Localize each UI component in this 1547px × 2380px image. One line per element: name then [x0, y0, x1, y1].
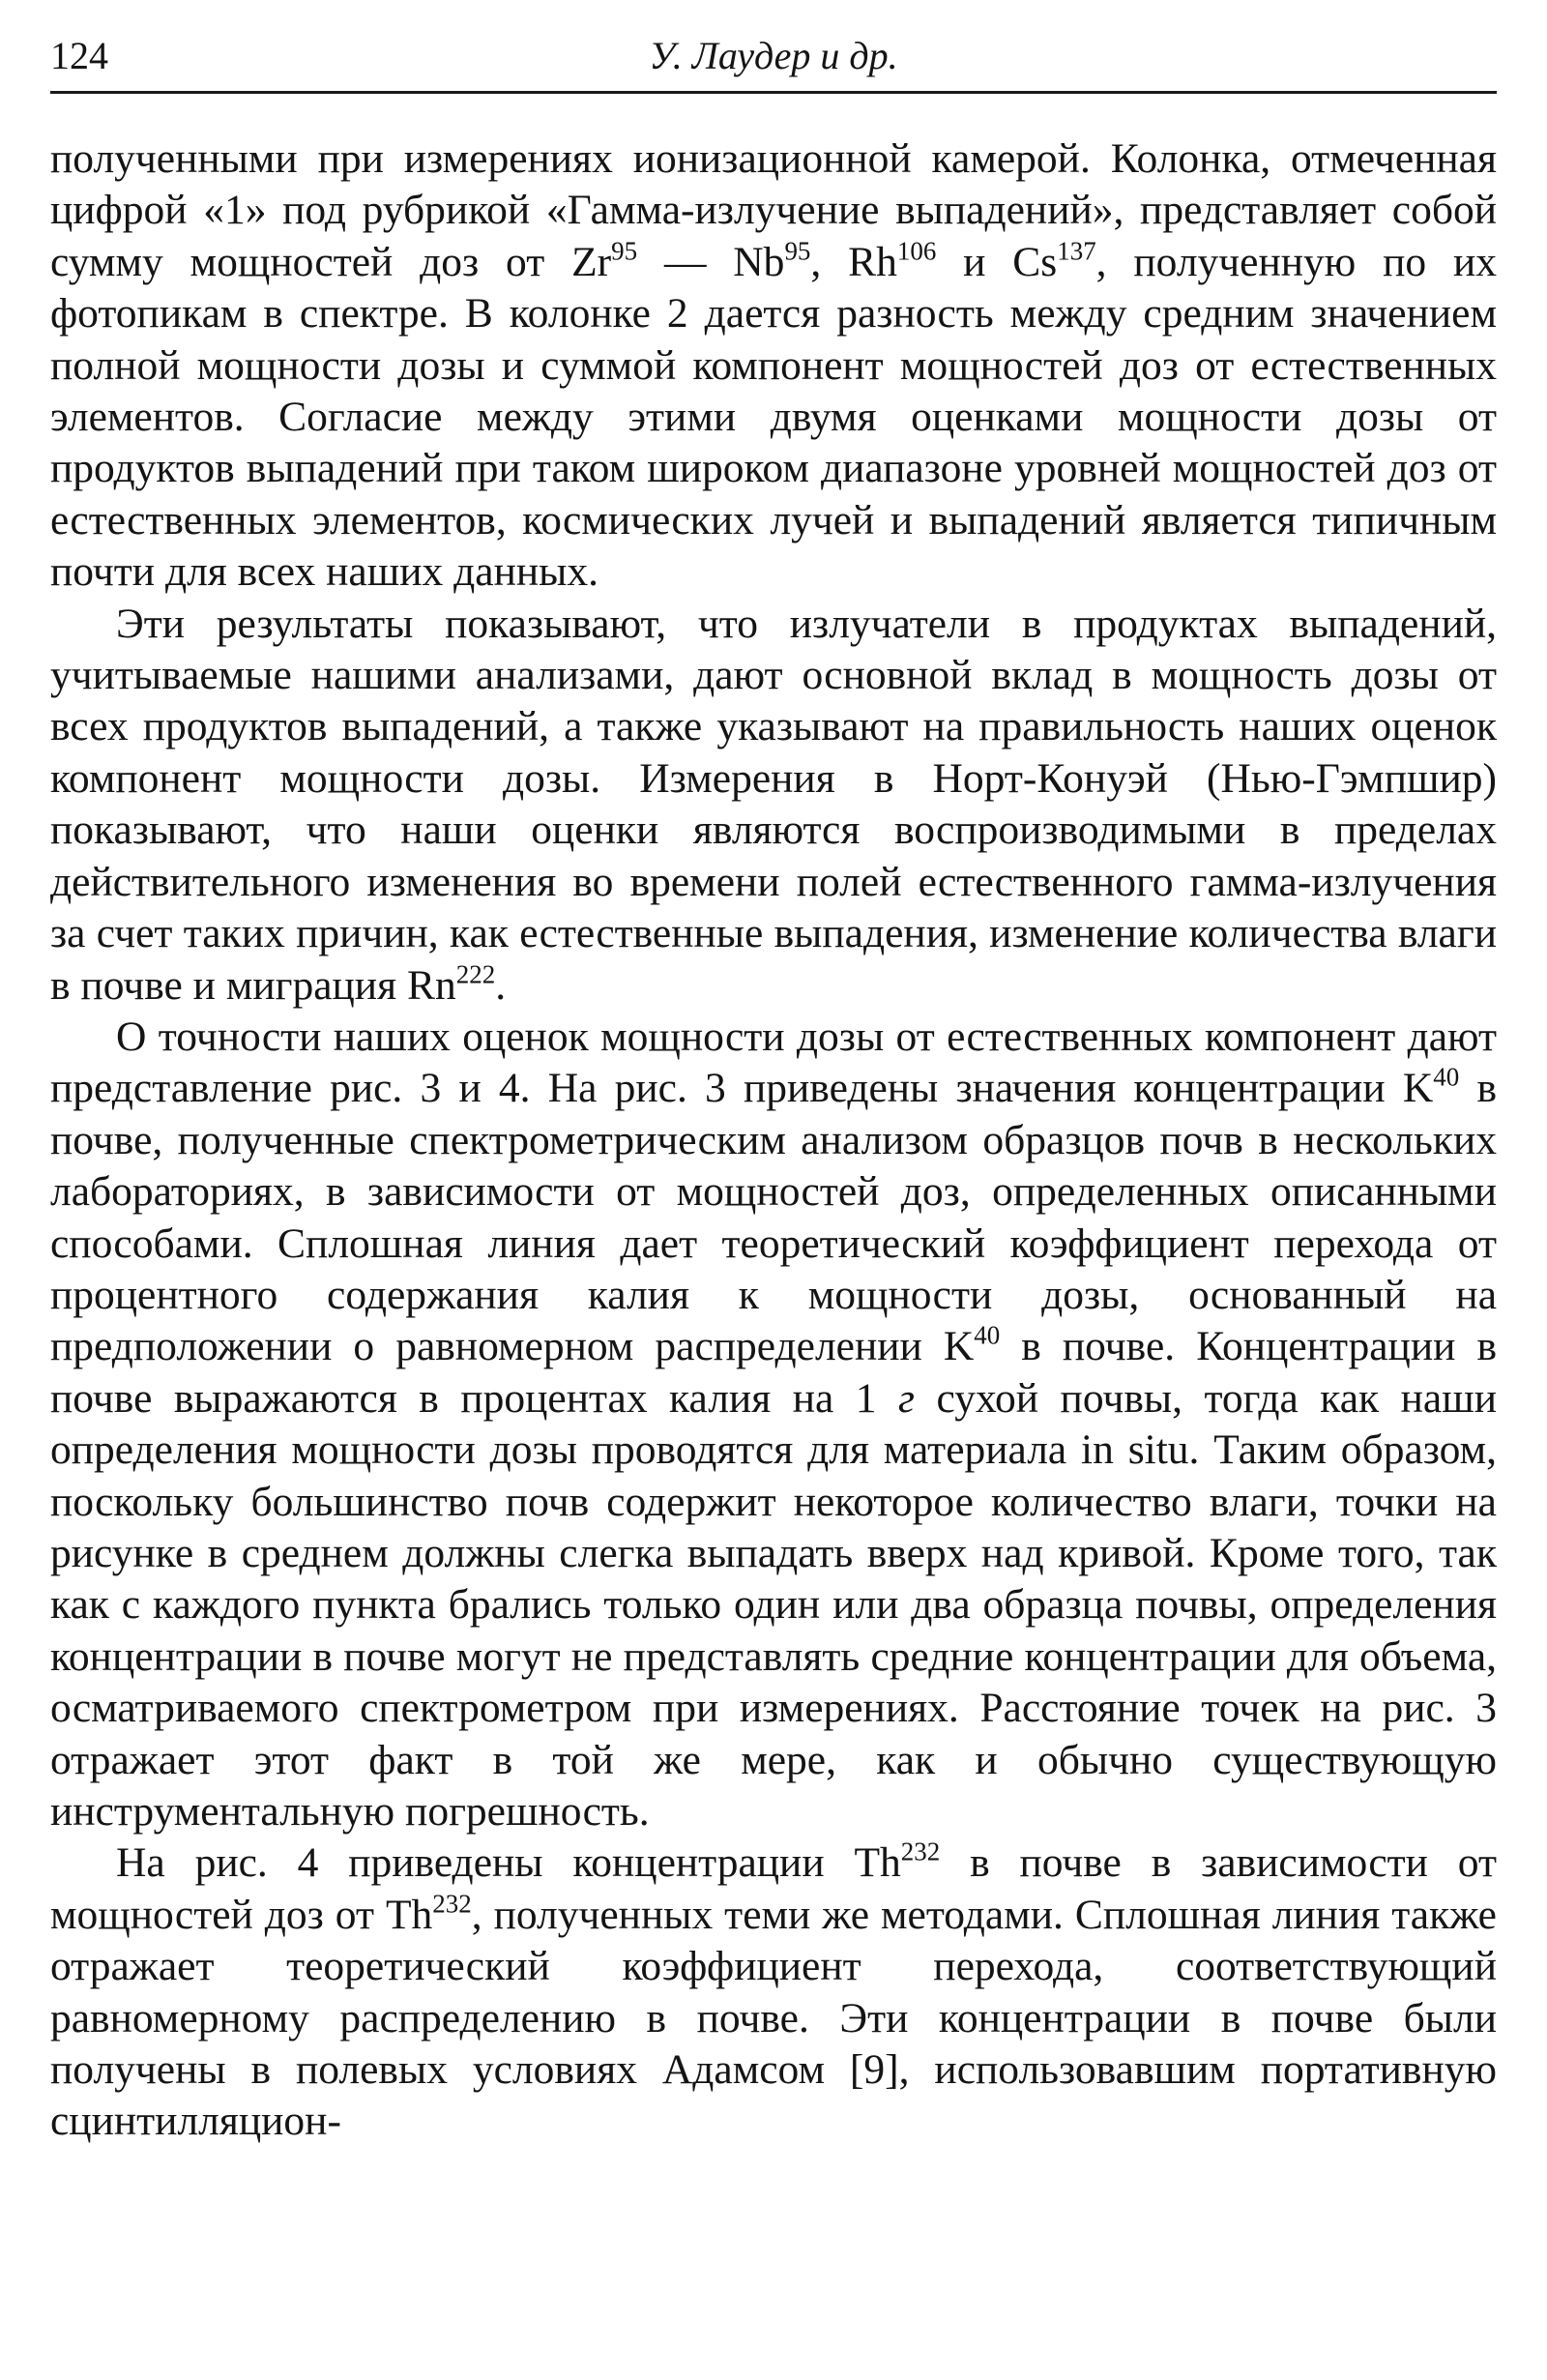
superscript: 40	[974, 1320, 1001, 1350]
text-run: в почве, полученные спектрометрическим анализом образцов почв в нескольких лабораториях, в зависимости от мощностей доз, определенных описанными способами. Сплошная линия дает теоретический коэффициент перехода от процентного содержания калия к мощности дозы, основанный на предположении о равномерном распределении K	[50, 1065, 1497, 1370]
superscript: 137	[1057, 236, 1096, 266]
text-run: — Nb	[637, 238, 785, 285]
superscript: 222	[455, 958, 496, 988]
running-title: У. Лаудер и др.	[649, 34, 898, 77]
superscript: 95	[784, 236, 811, 266]
superscript: 232	[432, 1889, 472, 1919]
paragraph	[50, 1837, 1497, 2147]
text-run: сухой почвы, тогда как наши определения мощности дозы проводятся для материала in situ. Таким образом, поскольку большинство почв содержит некоторое количество влаги, точки на рисунке в среднем должны слегка выпадать вверх над кривой. Кроме того, так как с каждого пункта брались только один или два образца почвы, определения концентрации в почве могут не представлять средние концентрации для объема, осматриваемого спектрометром при измерениях. Расстояние точек на рис. 3 отражает этот факт в той же мере, как и обычно существующую инструментальную погрешность.	[50, 1374, 1498, 1835]
text-run: полученными при измерениях ионизационной камерой. Колонка, отмеченная цифрой «1» под рубрикой «Гамма-излучение выпадений», представляет собой сумму мощностей доз от Zr	[50, 135, 1497, 285]
page-number: 124	[50, 34, 108, 77]
text-run: На рис. 4 приведены концентрации Th	[116, 1839, 901, 1887]
text-run: и Cs	[936, 238, 1058, 285]
text-run: , полученных теми же методами. Сплошная линия также отражает теоретический коэффициент перехода, соответствующий равномерному распределению в почве. Эти концентрации в почве были получены в полевых условиях Адамсом [9], использовавшим портативную сцинтилляцион-	[50, 1891, 1497, 2145]
paragraph	[50, 1012, 1497, 1838]
paragraph	[50, 599, 1497, 1012]
superscript: 232	[900, 1836, 941, 1866]
text-run: в почве. Концентрации в почве выражаются в процентах калия на 1	[50, 1323, 1497, 1422]
page-header	[50, 29, 1497, 94]
paragraph	[50, 133, 1497, 599]
text-run: Эти результаты показывают, что излучатели в продуктах выпадений, учитываемые нашими анализами, дают основной вклад в мощность дозы от всех продуктов выпадений, а также указывают на правильность наших оценок компонент мощности дозы. Измерения в Норт-Конуэй (Нью-Гэмпшир) показывают, что наши оценки являются воспроизводимыми в пределах действительного изменения во времени полей естественного гамма-излучения за счет таких причин, как естественные выпадения, изменение количества влаги в почве и миграция Rn	[50, 600, 1497, 1009]
text-run: .	[495, 961, 507, 1009]
body-text	[50, 133, 1497, 2148]
italic-text: г	[898, 1374, 915, 1422]
superscript: 95	[611, 236, 638, 266]
superscript: 40	[1433, 1062, 1460, 1092]
text-run: в почве в зависимости от мощностей доз от Th	[50, 1839, 1497, 1938]
superscript: 106	[896, 236, 937, 266]
text-run: О точности наших оценок мощности дозы от естественных компонент дают представление рис. 3 и 4. На рис. 3 приведены значения концентрации K	[50, 1013, 1497, 1112]
text-run: , Rh	[810, 238, 897, 285]
text-run: , полученную по их фотопикам в спектре. В колонке 2 дается разность между средним значением полной мощности дозы и суммой компонент мощностей доз от естественных элементов. Согласие между этими двумя оценками мощности дозы от продуктов выпадений при таком широком диапазоне уровней мощностей доз от естественных элементов, космических лучей и выпадений является типичным почти для всех наших данных.	[50, 238, 1497, 596]
